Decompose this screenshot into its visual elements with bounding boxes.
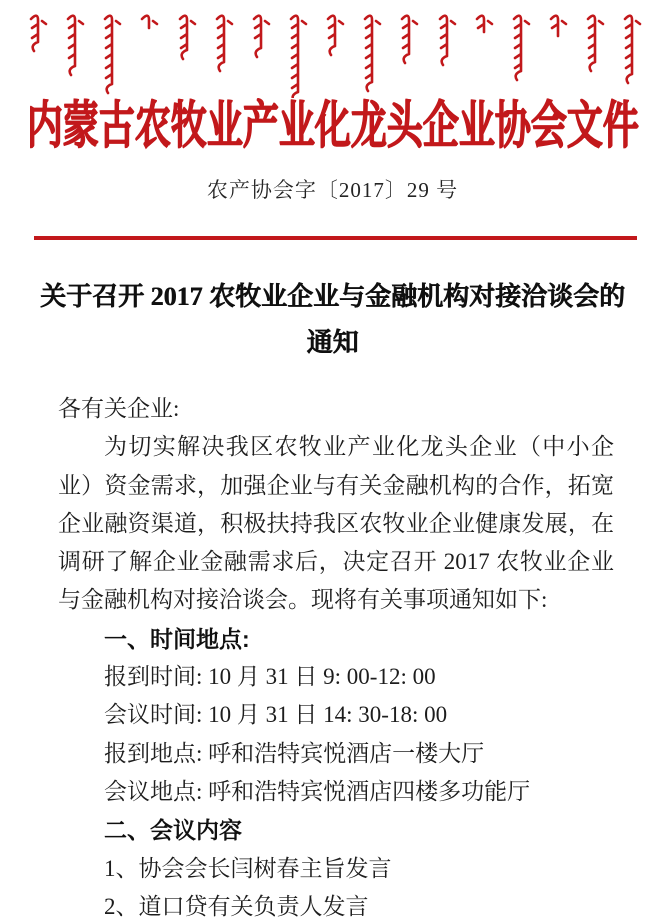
salutation: 各有关企业: [58, 396, 180, 421]
red-divider-rule [34, 236, 637, 240]
intro-paragraph: 为切实解决我区农牧业产业化龙头企业（中小企业）资金需求，加强企业与有关金融机构的合作，拓宽企业融资渠道，积极扶持我区农牧业企业健康发展，在调研了解企业金融需求后，决定召开 2017 农牧业企业与金融机构对接洽谈会。现将有关事项通知如下: [58, 434, 614, 613]
notice-title-line1: 关于召开 2017 农牧业企业与金融机构对接洽谈会的 [39, 282, 625, 311]
notice-title-line2: 通知 [306, 328, 359, 357]
section-2-heading: 二、会议内容 [104, 817, 242, 844]
list-item-agenda-2: 2、道口贷有关负责人发言 [104, 893, 369, 919]
org-title: 内蒙古农牧业产业化龙头企业协会文件 [26, 97, 639, 154]
section-1-heading: 一、时间地点: [104, 625, 250, 652]
doc-number: 农产协会字〔2017〕29 号 [206, 178, 459, 202]
list-item-meeting-place: 会议地点: 呼和浩特宾悦酒店四楼多功能厅 [104, 778, 531, 804]
list-item-meeting-time: 会议时间: 10 月 31 日 14: 30-18: 00 [104, 702, 448, 728]
notice-title [20, 274, 645, 366]
list-item-checkin-place: 报到地点: 呼和浩特宾悦酒店一楼大厅 [104, 740, 485, 766]
mongolian-script-banner-icon [0, 4, 665, 98]
list-item-checkin-time: 报到时间: 10 月 31 日 9: 00-12: 00 [104, 664, 436, 690]
document-body [58, 390, 614, 921]
list-item-agenda-1: 1、协会会长闫树春主旨发言 [104, 855, 392, 881]
